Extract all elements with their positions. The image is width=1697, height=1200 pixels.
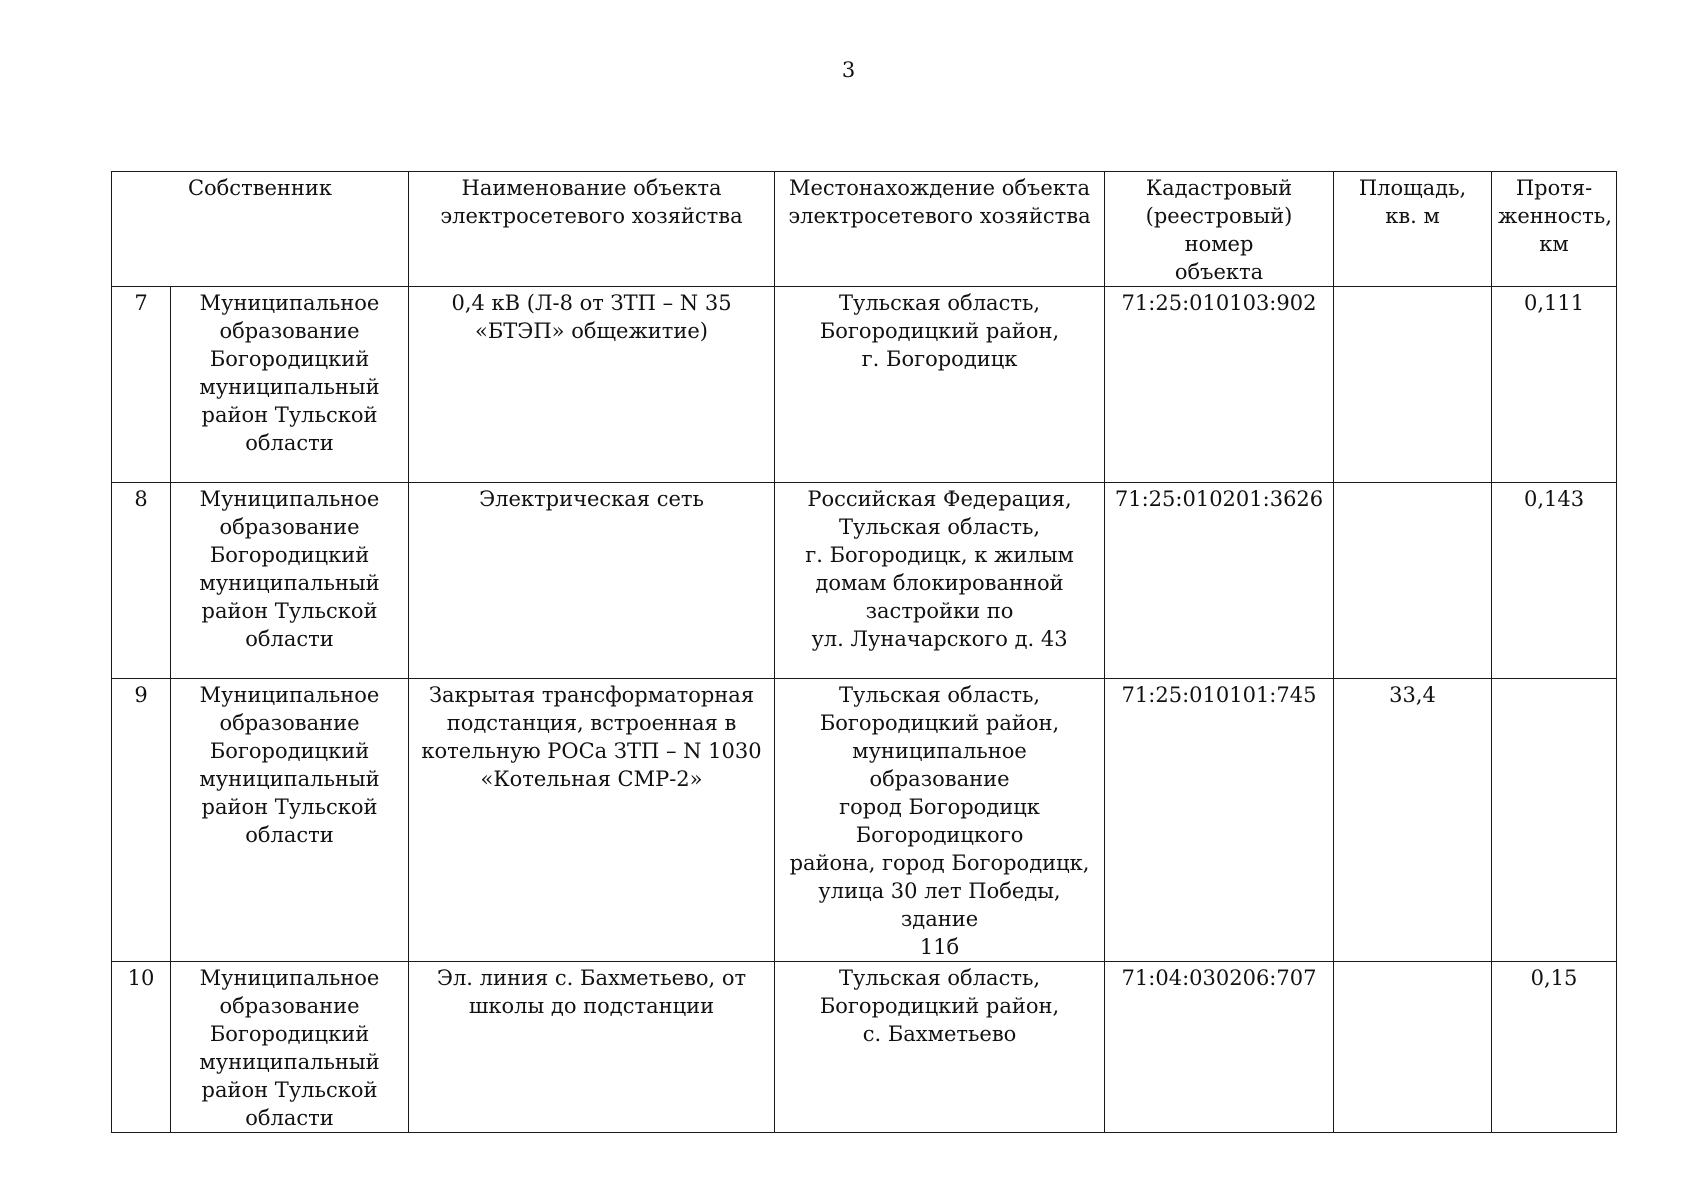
object-name-cell: Электрическая сеть <box>409 483 775 679</box>
cadastral-number-cell: 71:25:010101:745 <box>1105 679 1334 962</box>
owner-cell: Муниципальное образование Богородицкий муниципальный район Тульской области <box>171 483 409 679</box>
location-cell: Тульская область, Богородицкий район, муниципальное образование город Богородицк Богородицкого района, город Богородицк, улица 30 лет Победы, здание 11б <box>775 679 1105 962</box>
length-cell: 0,111 <box>1492 287 1617 483</box>
table-header-row <box>112 172 1617 287</box>
area-cell <box>1334 483 1492 679</box>
location-cell: Российская Федерация, Тульская область, г. Богородицк, к жилым домам блокированной застройки по ул. Луначарского д. 43 <box>775 483 1105 679</box>
header-owner: Собственник <box>112 172 409 287</box>
header-cadastral-number: Кадастровый (реестровый) номер объекта <box>1105 172 1334 287</box>
header-area: Площадь, кв. м <box>1334 172 1492 287</box>
location-cell: Тульская область, Богородицкий район, г. Богородицк <box>775 287 1105 483</box>
table-row <box>112 287 1617 483</box>
object-name-cell: Закрытая трансформаторная подстанция, встроенная в котельную РОСа ЗТП – N 1030 «Котельная СМР-2» <box>409 679 775 962</box>
header-length: Протя- женность, км <box>1492 172 1617 287</box>
row-number: 7 <box>112 287 171 483</box>
row-number: 10 <box>112 962 171 1133</box>
owner-cell: Муниципальное образование Богородицкий муниципальный район Тульской области <box>171 679 409 962</box>
header-location: Местонахождение объекта электросетевого хозяйства <box>775 172 1105 287</box>
header-object-name: Наименование объекта электросетевого хозяйства <box>409 172 775 287</box>
owner-cell: Муниципальное образование Богородицкий муниципальный район Тульской области <box>171 962 409 1133</box>
table-row <box>112 483 1617 679</box>
table-row <box>112 679 1617 962</box>
object-name-cell: Эл. линия с. Бахметьево, от школы до подстанции <box>409 962 775 1133</box>
cadastral-number-cell: 71:04:030206:707 <box>1105 962 1334 1133</box>
length-cell: 0,143 <box>1492 483 1617 679</box>
length-cell <box>1492 679 1617 962</box>
row-number: 9 <box>112 679 171 962</box>
table-row <box>112 962 1617 1133</box>
area-cell <box>1334 287 1492 483</box>
owner-cell: Муниципальное образование Богородицкий муниципальный район Тульской области <box>171 287 409 483</box>
cadastral-number-cell: 71:25:010201:3626 <box>1105 483 1334 679</box>
area-cell <box>1334 962 1492 1133</box>
page-number: 3 <box>841 58 856 82</box>
registry-table <box>111 171 1617 1133</box>
area-cell: 33,4 <box>1334 679 1492 962</box>
cadastral-number-cell: 71:25:010103:902 <box>1105 287 1334 483</box>
location-cell: Тульская область, Богородицкий район, с. Бахметьево <box>775 962 1105 1133</box>
object-name-cell: 0,4 кВ (Л-8 от ЗТП – N 35 «БТЭП» общежитие) <box>409 287 775 483</box>
length-cell: 0,15 <box>1492 962 1617 1133</box>
row-number: 8 <box>112 483 171 679</box>
